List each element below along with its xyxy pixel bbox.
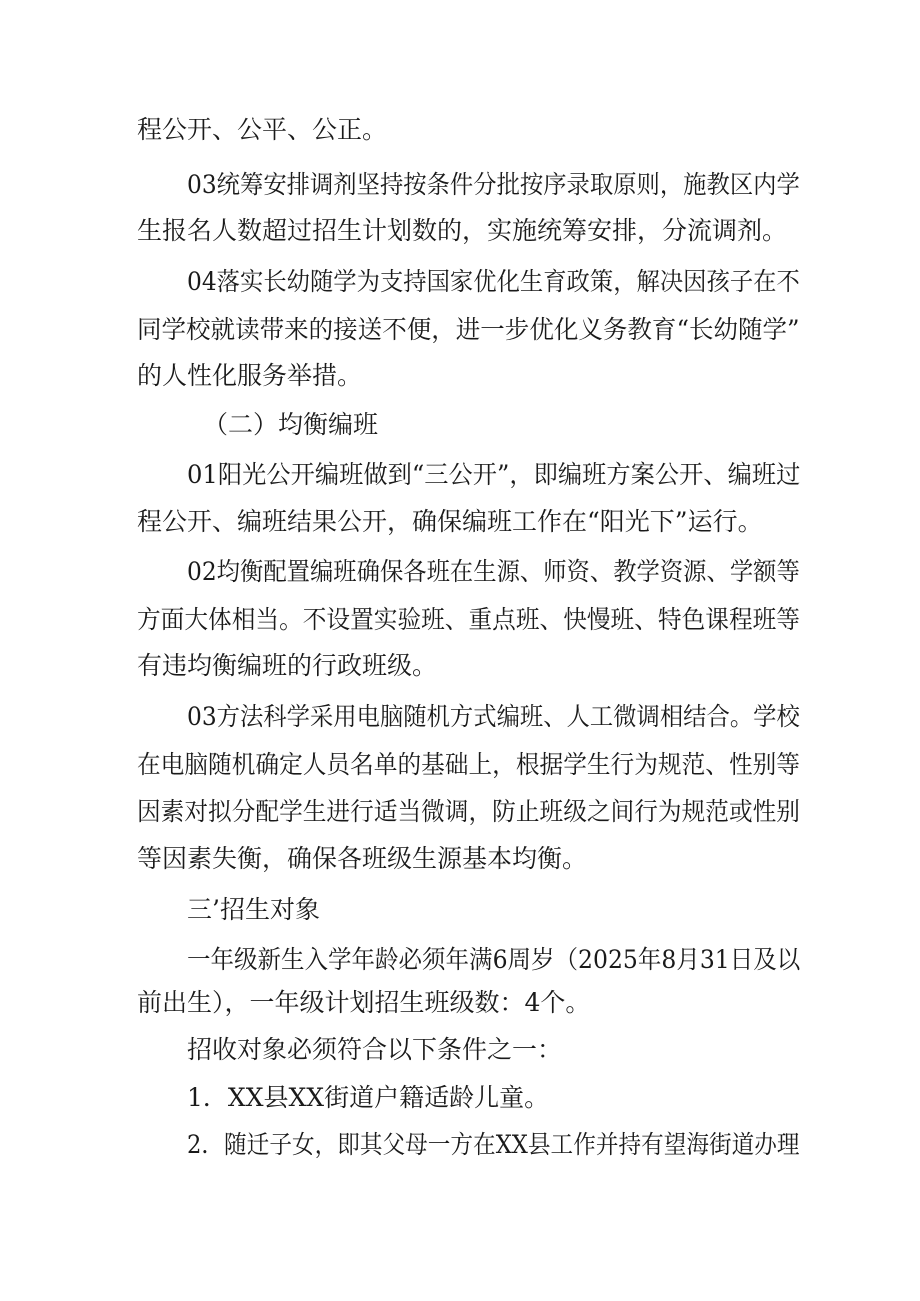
line-text: 在电脑随机确定人员名单的基础上，根据学生行为规范、性别等	[137, 750, 800, 779]
text-line	[0, 310, 920, 350]
line-text: 因素对拟分配学生进行适当微调，防止班级之间行为规范或性别	[137, 797, 800, 826]
text-line	[0, 502, 920, 542]
text-line	[0, 600, 920, 640]
line-text: 的人性化服务举措。	[137, 361, 363, 390]
text-line	[0, 165, 920, 205]
text-line	[0, 356, 920, 396]
text-line	[0, 745, 920, 785]
text-line	[0, 110, 920, 150]
text-line	[0, 839, 920, 879]
line-text: 2．随迁子女，即其父母一方在XX县工作并持有望海街道办理	[187, 1130, 800, 1159]
line-text: 01阳光公开编班做到“三公开”，即编班方案公开、编班过	[187, 460, 801, 489]
text-line	[0, 697, 920, 737]
text-line	[0, 940, 920, 980]
line-text: 招收对象必须符合以下条件之一：	[187, 1035, 563, 1064]
line-text: （二）均衡编班	[203, 410, 379, 439]
line-text: 方面大体相当。不设置实验班、重点班、快慢班、特色课程班等	[137, 605, 800, 634]
section-heading	[0, 405, 920, 445]
line-text: 03方法科学采用电脑随机方式编班、人工微调相结合。学校	[187, 702, 800, 731]
line-text: 有违均衡编班的行政班级。	[137, 651, 438, 680]
line-text: 同学校就读带来的接送不便，进一步优化义务教育“长幼随学”	[137, 315, 800, 344]
text-line	[0, 1030, 920, 1070]
section-heading	[0, 890, 920, 930]
line-text: 生报名人数超过招生计划数的，实施统筹安排，分流调剂。	[137, 216, 788, 245]
line-text: 三’招生对象	[187, 895, 320, 924]
text-line	[0, 262, 920, 302]
line-text: 程公开、公平、公正。	[137, 115, 388, 144]
list-item	[0, 1125, 920, 1165]
text-line	[0, 211, 920, 251]
line-text: 等因素失衡，确保各班级生源基本均衡。	[137, 844, 588, 873]
text-line	[0, 792, 920, 832]
text-line	[0, 646, 920, 686]
text-line	[0, 983, 920, 1023]
line-text: 02均衡配置编班确保各班在生源、师资、教学资源、学额等	[187, 557, 800, 586]
line-text: 04落实长幼随学为支持国家优化生育政策，解决因孩子在不	[187, 267, 800, 296]
text-line	[0, 552, 920, 592]
line-text: 程公开、编班结果公开，确保编班工作在“阳光下”运行。	[137, 507, 763, 536]
line-text: 03统筹安排调剂坚持按条件分批按序录取原则，施教区内学	[187, 170, 800, 199]
text-line	[0, 455, 920, 495]
line-text: 一年级新生入学年龄必须年满6周岁（2025年8月31日及以	[187, 945, 801, 974]
line-text: 前出生），一年级计划招生班级数：4个。	[137, 988, 591, 1017]
line-text: 1．XX县XX街道户籍适龄儿童。	[187, 1083, 550, 1112]
list-item	[0, 1078, 920, 1118]
